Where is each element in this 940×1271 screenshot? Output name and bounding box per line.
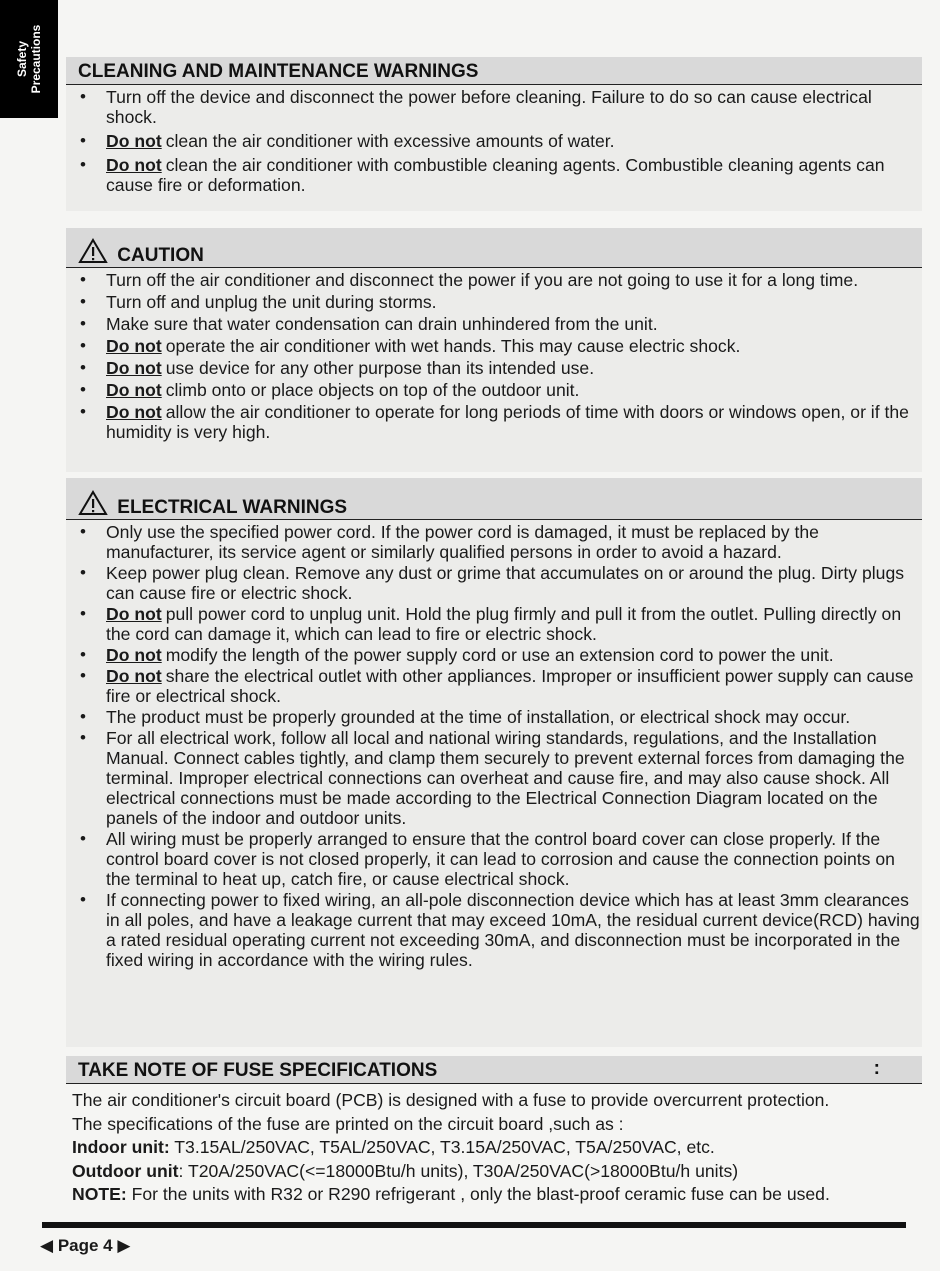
list-item-text: pull power cord to unplug unit. Hold the plug firmly and pull it from the outlet. Pulling directly on the cord can damage it, which can lead to fire or electric shock. bbox=[106, 604, 902, 644]
list-item bbox=[66, 645, 922, 665]
caution-section bbox=[66, 228, 922, 472]
list-item bbox=[66, 358, 922, 378]
do-not-label: Do not bbox=[106, 336, 162, 356]
list-item bbox=[66, 728, 922, 828]
section-side-tab bbox=[0, 0, 58, 118]
list-item-text: operate the air conditioner with wet hands. This may cause electric shock. bbox=[165, 336, 741, 356]
list-item bbox=[66, 131, 922, 151]
fuse-note-text: For the units with R32 or R290 refrigerant , only the blast-proof ceramic fuse can be used. bbox=[126, 1184, 830, 1204]
caution-list bbox=[66, 268, 922, 448]
cleaning-header bbox=[66, 57, 922, 85]
list-item-text: Keep power plug clean. Remove any dust or grime that accumulates on or around the plug. Dirty plugs can cause fire or electric shock. bbox=[106, 563, 905, 603]
fuse-body bbox=[66, 1084, 922, 1207]
warning-triangle-icon bbox=[78, 238, 108, 270]
list-item bbox=[66, 402, 922, 442]
side-tab-line1: Safety bbox=[15, 40, 29, 78]
fuse-section bbox=[66, 1056, 922, 1207]
list-item bbox=[66, 522, 922, 562]
fuse-title: TAKE NOTE OF FUSE SPECIFICATIONS bbox=[78, 1060, 438, 1081]
fuse-indoor bbox=[72, 1136, 916, 1160]
list-item-text: Turn off and unplug the unit during storms. bbox=[106, 292, 437, 312]
list-item-text: allow the air conditioner to operate for long periods of time with doors or windows open, or if the humidity is very high. bbox=[106, 402, 909, 442]
list-item-text: The product must be properly grounded at the time of installation, or electrical shock may occur. bbox=[106, 707, 851, 727]
caution-body bbox=[66, 268, 922, 472]
list-item bbox=[66, 270, 922, 290]
list-item bbox=[66, 604, 922, 644]
fuse-header bbox=[66, 1056, 922, 1084]
warning-triangle-icon bbox=[78, 490, 108, 522]
fuse-outdoor bbox=[72, 1160, 916, 1184]
list-item-text: Turn off the device and disconnect the power before cleaning. Failure to do so can cause electrical shock. bbox=[106, 87, 872, 127]
page-number: Page 4 bbox=[57, 1236, 113, 1255]
list-item-text: If connecting power to fixed wiring, an all-pole disconnection device which has at least 3mm clearances in all poles, and have a leakage current that may exceed 10mA, the residual current device(RCD) having a rated residual operating current not exceeding 30mA, and disconnection must be incorporated in the fixed wiring in accordance with the wiring rules. bbox=[106, 890, 920, 970]
list-item-text: Make sure that water condensation can drain unhindered from the unit. bbox=[106, 314, 658, 334]
list-item-text: For all electrical work, follow all local and national wiring standards, regulations, and the Installation Manual. Connect cables tightly, and clamp them securely to prevent external forces from damaging the terminal. Improper electrical connections can overheat and cause fire, and may also cause shock. All electrical connections must be made according to the Electrical Connection Diagram located on the panels of the indoor and outdoor units. bbox=[106, 728, 905, 828]
list-item bbox=[66, 707, 922, 727]
footer-rule bbox=[42, 1222, 906, 1228]
do-not-label: Do not bbox=[106, 131, 162, 151]
list-item-text: share the electrical outlet with other appliances. Improper or insufficient power supply can cause fire or electrical shock. bbox=[106, 666, 914, 706]
list-item-text: All wiring must be properly arranged to ensure that the control board cover can close properly. If the control board cover is not closed properly, it can lead to corrosion and cause the connection points on the terminal to heat up, catch fire, or cause electrical shock. bbox=[106, 829, 895, 889]
list-item-text: clean the air conditioner with combustible cleaning agents. Combustible cleaning agents can cause fire or deformation. bbox=[106, 155, 885, 195]
do-not-label: Do not bbox=[106, 155, 162, 175]
page-footer bbox=[40, 1236, 130, 1256]
do-not-label: Do not bbox=[106, 380, 162, 400]
list-item-text: clean the air conditioner with excessive amounts of water. bbox=[165, 131, 615, 151]
caution-header bbox=[66, 228, 922, 268]
next-page-icon[interactable]: ▶ bbox=[117, 1236, 131, 1255]
do-not-label: Do not bbox=[106, 604, 162, 624]
do-not-label: Do not bbox=[106, 402, 162, 422]
list-item bbox=[66, 87, 922, 127]
list-item bbox=[66, 890, 922, 970]
list-item bbox=[66, 829, 922, 889]
electrical-body bbox=[66, 520, 922, 1047]
list-item bbox=[66, 666, 922, 706]
caution-title: CAUTION bbox=[117, 245, 204, 266]
electrical-title: ELECTRICAL WARNINGS bbox=[117, 497, 348, 518]
fuse-intro-1: The air conditioner's circuit board (PCB) is designed with a fuse to provide overcurrent protection. bbox=[72, 1090, 830, 1110]
list-item-text: Turn off the air conditioner and disconnect the power if you are not going to use it for a long time. bbox=[106, 270, 859, 290]
cleaning-title: CLEANING AND MAINTENANCE WARNINGS bbox=[78, 61, 479, 82]
do-not-label: Do not bbox=[106, 645, 162, 665]
side-tab-line2: Precautions bbox=[29, 24, 43, 94]
list-item bbox=[66, 380, 922, 400]
fuse-outdoor-text: : T20A/250VAC(<=18000Btu/h units), T30A/250VAC(>18000Btu/h units) bbox=[178, 1160, 739, 1181]
cleaning-section bbox=[66, 57, 922, 211]
list-item-text: use device for any other purpose than its intended use. bbox=[165, 358, 595, 378]
do-not-label: Do not bbox=[106, 666, 162, 686]
fuse-indoor-text: T3.15AL/250VAC, T5AL/250VAC, T3.15A/250VAC, T5A/250VAC, etc. bbox=[169, 1137, 715, 1157]
do-not-label: Do not bbox=[106, 358, 162, 378]
list-item bbox=[66, 563, 922, 603]
cleaning-list bbox=[66, 85, 922, 203]
fuse-note bbox=[72, 1183, 916, 1207]
list-item-text: Only use the specified power cord. If the power cord is damaged, it must be replaced by the manufacturer, its service agent or similarly qualified persons in order to avoid a hazard. bbox=[106, 522, 819, 562]
side-tab-label bbox=[15, 25, 43, 94]
cleaning-body bbox=[66, 85, 922, 211]
list-item bbox=[66, 155, 922, 195]
list-item bbox=[66, 336, 922, 356]
electrical-section bbox=[66, 478, 922, 1047]
list-item-text: modify the length of the power supply cord or use an extension cord to power the unit. bbox=[165, 645, 834, 665]
fuse-indoor-label: Indoor unit: bbox=[72, 1137, 170, 1157]
list-item-text: climb onto or place objects on top of the outdoor unit. bbox=[165, 380, 580, 400]
prev-page-icon[interactable]: ◀ bbox=[40, 1236, 54, 1255]
electrical-list bbox=[66, 520, 922, 975]
fuse-note-label: NOTE: bbox=[72, 1184, 127, 1204]
fuse-header-colon: : bbox=[873, 1058, 880, 1079]
electrical-header bbox=[66, 478, 922, 520]
fuse-intro-2: The specifications of the fuse are printed on the circuit board ,such as : bbox=[72, 1113, 624, 1134]
fuse-outdoor-label: Outdoor unit bbox=[72, 1160, 179, 1181]
list-item bbox=[66, 292, 922, 312]
list-item bbox=[66, 314, 922, 334]
